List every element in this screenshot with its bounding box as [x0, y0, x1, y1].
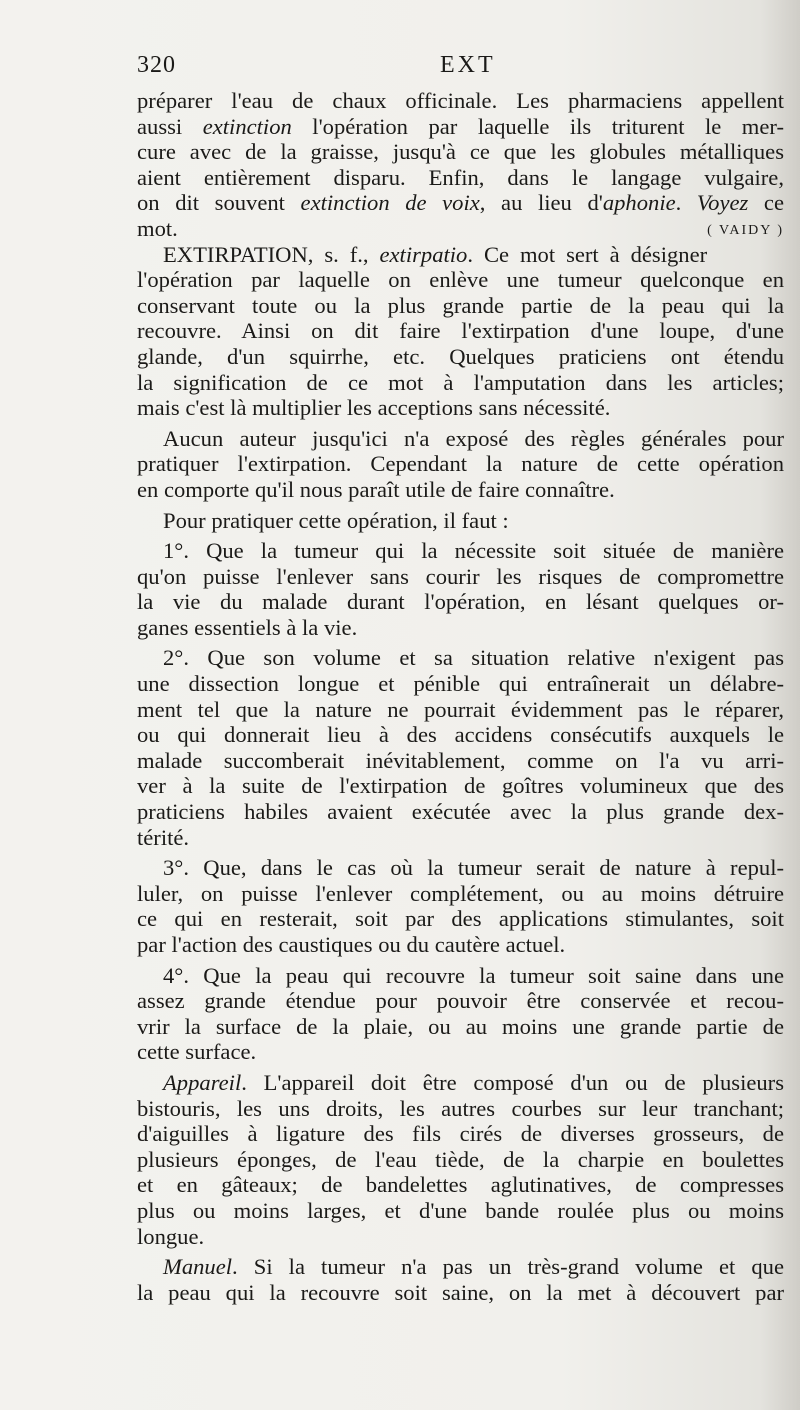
text-line: ou qui donnerait lieu à des accidens consécutifs auxquels le: [137, 722, 784, 748]
text-line: malade succomberait inévitablement, comme on l'a vu arri-: [137, 747, 784, 773]
text-line: glande, d'un squirrhe, etc. Quelques praticiens ont étendu: [137, 343, 784, 369]
text-line: conservant toute ou la plus grande partie de la peau qui la: [137, 292, 784, 318]
text-line: aussi extinction l'opération par laquelle ils triturent le mer-: [137, 113, 784, 139]
text-line: mais c'est là multiplier les acceptions sans nécessité.: [137, 395, 611, 421]
page-body: [137, 88, 784, 1305]
text-line: 2°. Que son volume et sa situation relative n'exigent pas: [163, 645, 784, 671]
text-line: d'aiguilles à ligature des fils cirés de diverses grosseurs, de: [137, 1121, 784, 1147]
text-line: luler, on puisse l'enlever complétement, ou au moins détruire: [137, 880, 784, 906]
text-line: Pour pratiquer cette opération, il faut :: [163, 507, 509, 533]
text-line: vrir la surface de la plaie, ou au moins une grande partie de: [137, 1013, 784, 1039]
text-line: cette surface.: [137, 1039, 257, 1065]
text-line: pratiquer l'extirpation. Cependant la nature de cette opération: [137, 451, 784, 477]
text-line: Manuel. Si la tumeur n'a pas un très-grand volume et que: [163, 1254, 784, 1280]
text-line: plus ou moins larges, et d'une bande roulée plus ou moins: [137, 1197, 784, 1223]
text-line: aient entièrement disparu. Enfin, dans le langage vulgaire,: [137, 164, 784, 190]
text-line: par l'action des caustiques ou du cautère actuel.: [137, 932, 566, 957]
text-line: ganes essentiels à la vie.: [137, 614, 358, 640]
text-line: la peau qui la recouvre soit saine, on la met à découvert par: [137, 1279, 784, 1305]
page-header: [137, 52, 740, 92]
text-line: qu'on puisse l'enlever sans courir les risques de compromettre: [137, 563, 784, 589]
text-line: la vie du malade durant l'opération, en lésant quelques or-: [137, 589, 784, 615]
text-line: la signification de ce mot à l'amputation dans les articles;: [137, 369, 784, 395]
text-line: en comporte qu'il nous paraît utile de faire connaître.: [137, 476, 615, 502]
text-line: une dissection longue et pénible qui entraînerait un délabre-: [137, 671, 784, 697]
text-line: ver à la suite de l'extirpation de goîtres volumineux que des: [137, 773, 784, 799]
text-line: bistouris, les uns droits, les autres courbes sur leur tranchant;: [137, 1095, 784, 1121]
text-line: préparer l'eau de chaux officinale. Les pharmaciens appellent: [137, 88, 784, 113]
text-line: térité.: [137, 824, 190, 850]
text-line: et en gâteaux; de bandelettes aglutinatives, de compresses: [137, 1172, 784, 1198]
text-line: ce qui en resterait, soit par des applications stimulantes, soit: [137, 906, 784, 932]
text-line: assez grande étendue pour pouvoir être conservée et recou-: [137, 988, 784, 1014]
page-number: 320: [137, 52, 176, 78]
text-line: 4°. Que la peau qui recouvre la tumeur soit saine dans une: [163, 962, 784, 988]
text-line: 1°. Que la tumeur qui la nécessite soit située de manière: [163, 538, 784, 564]
text-line: longue.: [137, 1223, 205, 1249]
text-line: recouvre. Ainsi on dit faire l'extirpation d'une loupe, d'une: [137, 318, 784, 344]
text-line: mot. ( VAIDY ): [137, 216, 784, 242]
author-signature: ( VAIDY ): [707, 222, 784, 238]
text-line: l'opération par laquelle on enlève une tumeur quelconque en: [137, 267, 784, 293]
text-line: cure avec de la graisse, jusqu'à ce que les globules métalliques: [137, 139, 784, 165]
text-line: ment tel que la nature ne pourrait évidemment pas le réparer,: [137, 696, 784, 722]
text-line: 3°. Que, dans le cas où la tumeur serait de nature à repul-: [163, 855, 784, 881]
entry-headword-line: EXTIRPATION, s. f., extirpatio. Ce mot sert à désigner: [163, 241, 708, 267]
text-line: on dit souvent extinction de voix, au lieu d'aphonie. Voyez ce: [137, 190, 784, 216]
running-head: EXT: [440, 52, 496, 78]
text-line: plusieurs éponges, de l'eau tiède, de la charpie en boulettes: [137, 1146, 784, 1172]
text-line: praticiens habiles avaient exécutée avec la plus grande dex-: [137, 799, 784, 825]
text-line: Appareil. L'appareil doit être composé d'un ou de plusieurs: [163, 1069, 784, 1095]
text-line: Aucun auteur jusqu'ici n'a exposé des règles générales pour: [163, 425, 784, 451]
